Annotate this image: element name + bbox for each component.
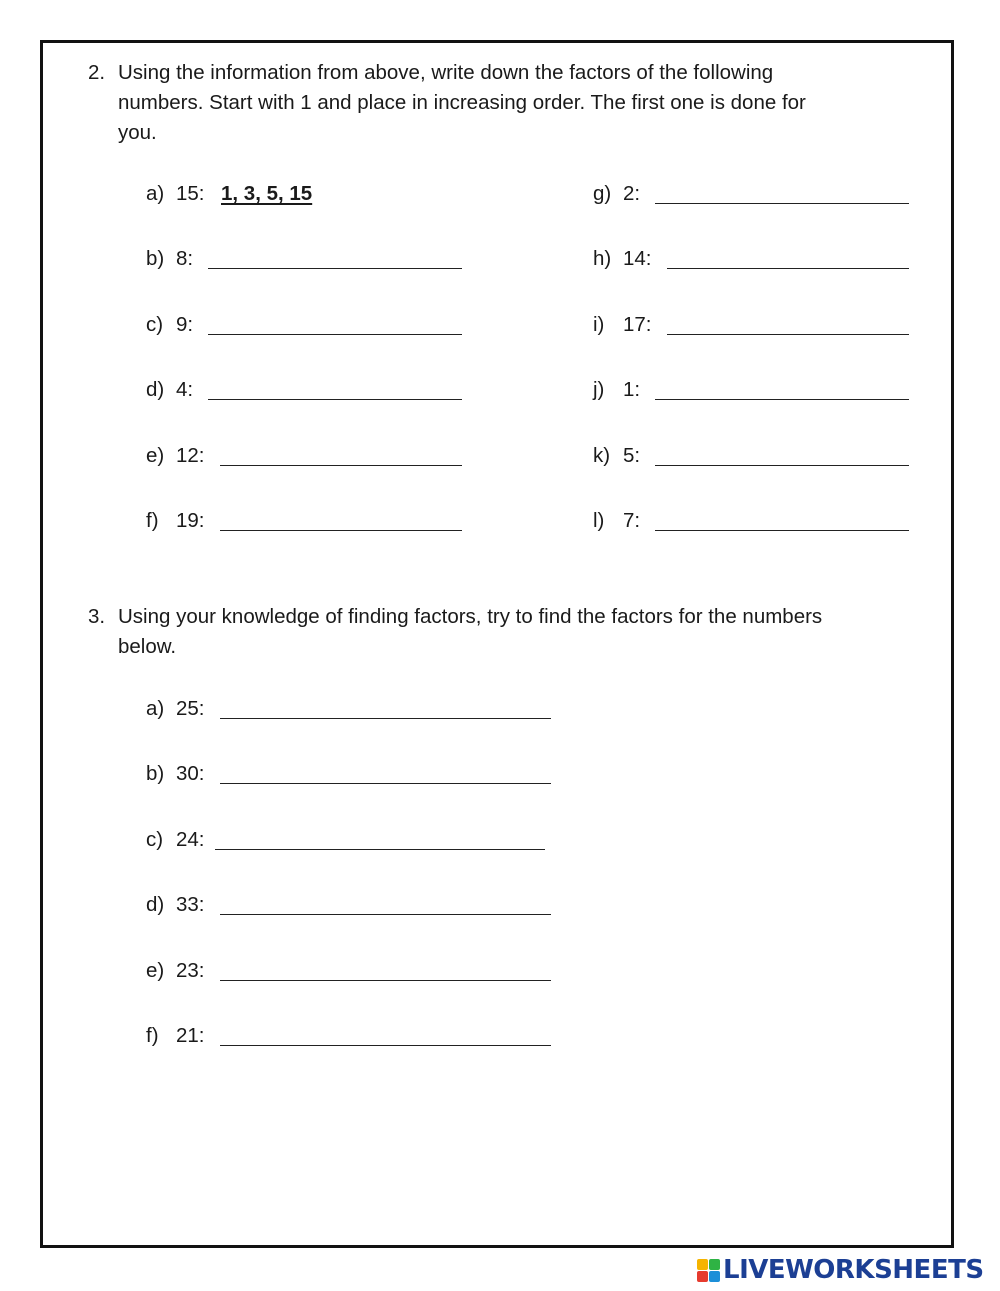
item-number: 9: bbox=[176, 313, 194, 336]
answer-blank[interactable] bbox=[220, 718, 551, 719]
item-letter: d) bbox=[146, 378, 165, 401]
item-number: 23: bbox=[176, 959, 205, 982]
q2-item-e bbox=[146, 443, 476, 471]
answer-blank[interactable] bbox=[655, 203, 909, 204]
question-2-line: Using the information from above, write down the factors of the following bbox=[118, 61, 774, 84]
q3-item-e bbox=[146, 958, 566, 986]
item-letter: d) bbox=[146, 893, 165, 916]
item-number: 24: bbox=[176, 828, 205, 851]
item-number: 25: bbox=[176, 697, 205, 720]
q2-item-a bbox=[146, 181, 476, 209]
item-letter: h) bbox=[593, 247, 612, 270]
item-letter: e) bbox=[146, 959, 165, 982]
item-letter: k) bbox=[593, 444, 611, 467]
q2-item-i bbox=[593, 312, 913, 340]
q2-item-b bbox=[146, 246, 476, 274]
answer-blank[interactable] bbox=[220, 980, 551, 981]
logo-squares-icon bbox=[697, 1259, 720, 1282]
q2-item-c bbox=[146, 312, 476, 340]
answer-blank[interactable] bbox=[220, 465, 462, 466]
q2-item-l bbox=[593, 508, 913, 536]
item-number: 2: bbox=[623, 182, 641, 205]
item-letter: f) bbox=[146, 509, 159, 532]
answer-blank[interactable] bbox=[220, 914, 551, 915]
example-answer: 1, 3, 5, 15 bbox=[221, 182, 313, 205]
question-3-text bbox=[118, 602, 918, 662]
item-letter: l) bbox=[593, 509, 605, 532]
answer-blank[interactable] bbox=[655, 465, 909, 466]
item-number: 4: bbox=[176, 378, 194, 401]
question-3-line: Using your knowledge of finding factors, try to find the factors for the numbers bbox=[118, 605, 823, 628]
answer-blank[interactable] bbox=[655, 530, 909, 531]
item-number: 7: bbox=[623, 509, 641, 532]
q3-item-c bbox=[146, 827, 566, 855]
item-letter: b) bbox=[146, 247, 165, 270]
question-2-text bbox=[118, 58, 918, 148]
item-letter: g) bbox=[593, 182, 612, 205]
item-letter: b) bbox=[146, 762, 165, 785]
question-2-line: you. bbox=[118, 121, 157, 144]
item-number: 15: bbox=[176, 182, 205, 205]
item-letter: j) bbox=[593, 378, 605, 401]
item-number: 19: bbox=[176, 509, 205, 532]
answer-blank[interactable] bbox=[208, 399, 462, 400]
item-number: 21: bbox=[176, 1024, 205, 1047]
answer-blank[interactable] bbox=[220, 1045, 551, 1046]
answer-blank[interactable] bbox=[667, 334, 909, 335]
item-number: 5: bbox=[623, 444, 641, 467]
q2-item-h bbox=[593, 246, 913, 274]
item-number: 1: bbox=[623, 378, 641, 401]
q3-item-a bbox=[146, 696, 566, 724]
q2-item-k bbox=[593, 443, 913, 471]
question-3-line: below. bbox=[118, 635, 177, 658]
answer-blank[interactable] bbox=[208, 334, 462, 335]
answer-blank[interactable] bbox=[215, 849, 545, 850]
logo-square-1 bbox=[697, 1259, 708, 1270]
question-2-line: numbers. Start with 1 and place in increasing order. The first one is done for bbox=[118, 91, 806, 114]
answer-blank[interactable] bbox=[667, 268, 909, 269]
item-number: 30: bbox=[176, 762, 205, 785]
logo-square-4 bbox=[709, 1271, 720, 1282]
item-number: 8: bbox=[176, 247, 194, 270]
logo-square-2 bbox=[709, 1259, 720, 1270]
item-number: 33: bbox=[176, 893, 205, 916]
item-letter: e) bbox=[146, 444, 165, 467]
q2-item-j bbox=[593, 377, 913, 405]
answer-blank[interactable] bbox=[208, 268, 462, 269]
item-letter: c) bbox=[146, 313, 164, 336]
item-letter: i) bbox=[593, 313, 605, 336]
item-letter: c) bbox=[146, 828, 164, 851]
logo-text: LIVEWORKSHEETS bbox=[723, 1255, 984, 1285]
question-3-number: 3. bbox=[88, 605, 106, 628]
question-2-number: 2. bbox=[88, 61, 106, 84]
item-number: 14: bbox=[623, 247, 652, 270]
answer-blank[interactable] bbox=[220, 530, 462, 531]
q3-item-f bbox=[146, 1023, 566, 1051]
q2-item-d bbox=[146, 377, 476, 405]
q3-item-b bbox=[146, 761, 566, 789]
item-letter: a) bbox=[146, 182, 165, 205]
answer-blank[interactable] bbox=[655, 399, 909, 400]
q2-item-g bbox=[593, 181, 913, 209]
item-number: 17: bbox=[623, 313, 652, 336]
q3-item-d bbox=[146, 892, 566, 920]
answer-blank[interactable] bbox=[220, 783, 551, 784]
q2-item-f bbox=[146, 508, 476, 536]
liveworksheets-logo[interactable] bbox=[697, 1255, 984, 1285]
item-number: 12: bbox=[176, 444, 205, 467]
logo-square-3 bbox=[697, 1271, 708, 1282]
item-letter: a) bbox=[146, 697, 165, 720]
item-letter: f) bbox=[146, 1024, 159, 1047]
